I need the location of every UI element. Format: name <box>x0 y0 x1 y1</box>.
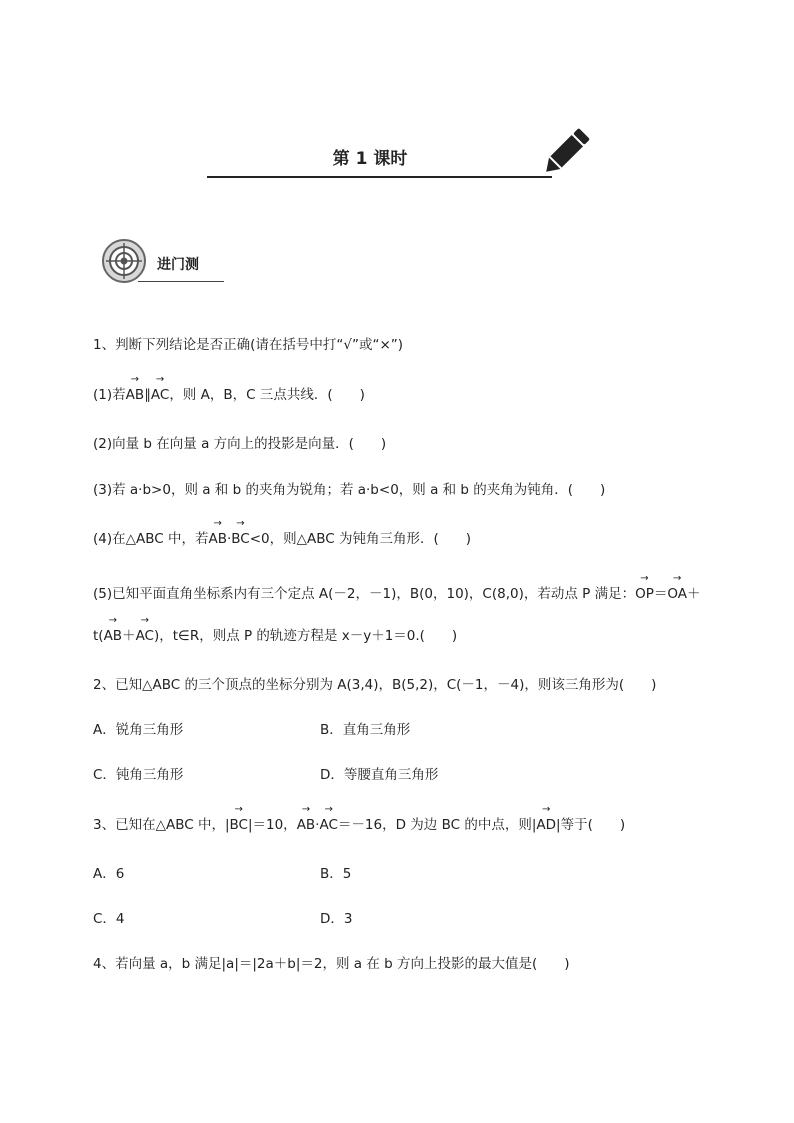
title-underline <box>207 176 552 178</box>
q4-stem: 4、若向量 a，b 满足|a|＝|2a＋b|＝2，则 a 在 b 方向上投影的最大值是( ) <box>93 956 570 972</box>
q1-statement-5-line2 <box>93 627 457 645</box>
q3-option-c: C．4 <box>93 911 125 927</box>
q1-s4-pre: (4)在△ABC 中，若 <box>93 531 209 547</box>
q1-s5-plus: ＋ <box>686 586 701 602</box>
q1-s1-pre: (1)若 <box>93 387 126 403</box>
q2-option-b: B．直角三角形 <box>320 722 411 738</box>
q3-post: |等于( ) <box>556 817 626 833</box>
vector-ab: → AB <box>104 627 123 645</box>
q3-stem <box>93 816 625 834</box>
vector-bc: → BC <box>231 530 249 548</box>
vector-ad: → AD <box>536 816 556 834</box>
q1-statement-5-line1 <box>93 585 700 603</box>
q3-option-b: B．5 <box>320 866 352 882</box>
target-icon <box>101 238 147 284</box>
q2-stem: 2、已知△ABC 的三个顶点的坐标分别为 A(3,4)，B(5,2)，C(－1，－4)，则该三角形为( ) <box>93 677 657 693</box>
vector-ac: → AC <box>136 627 154 645</box>
q3-dot: · <box>315 817 320 833</box>
q2-option-c: C．钝角三角形 <box>93 767 184 783</box>
q1-s5-l2b: )，t∈R，则点 P 的轨迹方程是 x－y＋1＝0.( ) <box>154 628 458 644</box>
q3-mid2: ＝－16，D 为边 BC 的中点，则| <box>337 817 537 833</box>
q3-mid1: |＝10， <box>247 817 297 833</box>
q1-s5-plus2: ＋ <box>122 628 136 644</box>
q1-stem: 1、判断下列结论是否正确(请在括号中打“√”或“×”) <box>93 337 404 353</box>
q1-statement-3: (3)若 a·b>0，则 a 和 b 的夹角为锐角；若 a·b<0，则 a 和 b 的夹角为钝角．( ) <box>93 482 606 498</box>
q1-s1-mid: ∥ <box>144 387 151 403</box>
q1-s5-l2a: t( <box>93 628 104 644</box>
q2-option-d: D．等腰直角三角形 <box>320 767 439 783</box>
section-label: 进门测 <box>157 257 199 273</box>
q1-statement-4 <box>93 530 471 548</box>
q1-statement-1 <box>93 386 365 404</box>
vector-bc: → BC <box>230 816 248 834</box>
vector-ab: → AB <box>126 386 145 404</box>
vector-ab: → AB <box>297 816 316 834</box>
q2-option-a: A．锐角三角形 <box>93 722 184 738</box>
q3-option-a: A．6 <box>93 866 125 882</box>
q1-statement-2: (2)向量 b 在向量 a 方向上的投影是向量．( ) <box>93 436 387 452</box>
vector-ac: → AC <box>319 816 337 834</box>
q1-s1-post: ，则 A，B，C 三点共线．( ) <box>169 387 365 403</box>
vector-ab: → AB <box>208 530 227 548</box>
pencil-icon <box>540 124 592 180</box>
q3-option-d: D．3 <box>320 911 353 927</box>
vector-op: → OP <box>635 585 654 603</box>
section-underline <box>138 281 224 282</box>
q1-s4-dot: · <box>226 531 232 547</box>
q1-s5-eq: ＝ <box>653 586 668 602</box>
vector-ac: → AC <box>151 386 169 404</box>
page-title: 第 1 课时 <box>332 149 408 169</box>
vector-oa: → OA <box>667 585 687 603</box>
q3-pre: 3、已知在△ABC 中，| <box>93 817 230 833</box>
q1-s4-post: <0，则△ABC 为钝角三角形．( ) <box>249 531 472 547</box>
q1-s5-pre: (5)已知平面直角坐标系内有三个定点 A(－2，－1)，B(0，10)，C(8,0)，若动点 P 满足： <box>93 586 636 602</box>
